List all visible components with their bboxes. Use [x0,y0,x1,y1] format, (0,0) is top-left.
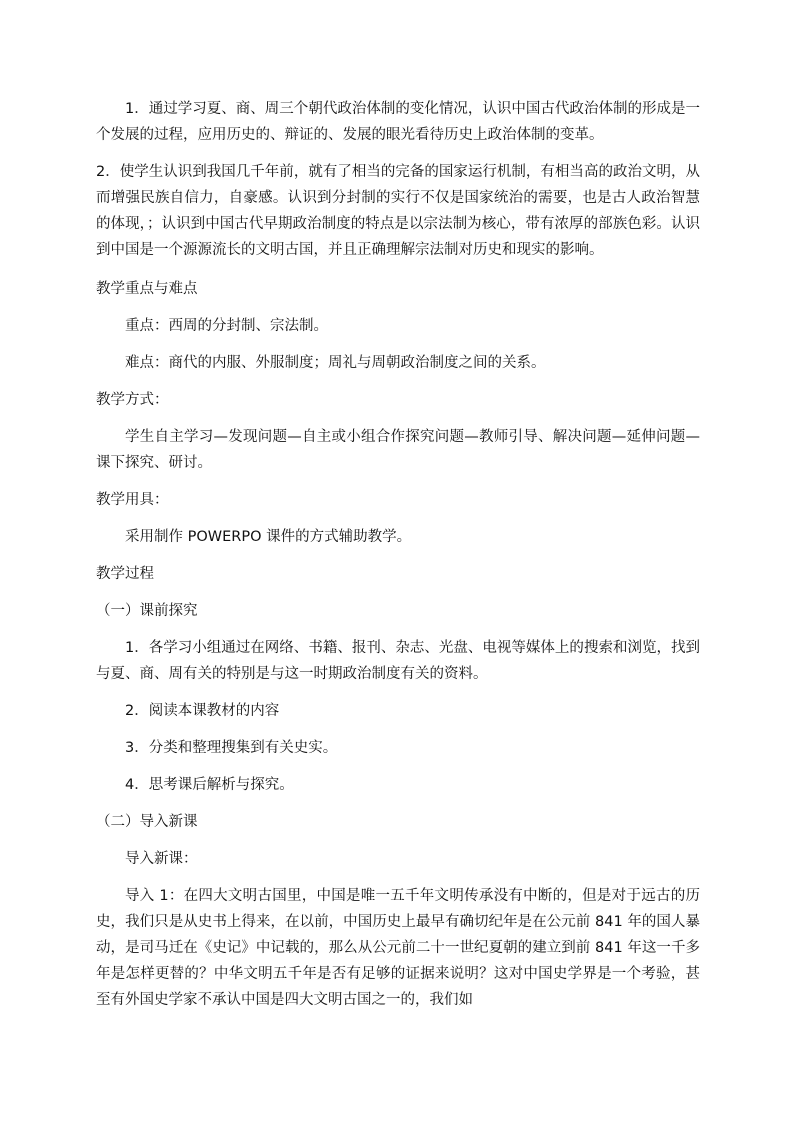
section-heading-teaching-method: 教学方式： [96,392,169,408]
pre-class-item-4: 4．思考课后解析与探究。 [125,777,294,793]
pre-class-item-3: 3．分类和整理搜集到有关史实。 [125,740,338,756]
objective-paragraph-1: 1．通过学习夏、商、周三个朝代政治体制的变化情况，认识中国古代政治体制的形成是一个发展的过程，应用历史的、辩证的、发展的眼光看待历史上政治体制的变革。 [96,101,700,143]
section-heading-teaching-process: 教学过程 [96,566,154,582]
difficult-point-text: 难点：商代的内服、外服制度；周礼与周朝政治制度之间的关系。 [125,355,546,371]
subsection-heading-pre-class: （一）课前探究 [96,603,198,619]
pre-class-item-2: 2．阅读本课教材的内容 [125,703,280,719]
section-heading-teaching-tools: 教学用具： [96,492,169,508]
teaching-tools-text: 采用制作 POWERPO 课件的方式辅助教学。 [125,529,412,545]
key-point-text: 重点：西周的分封制、宗法制。 [125,318,328,334]
introduction-paragraph-1: 导入 1：在四大文明古国里，中国是唯一五千年文明传承没有中断的，但是对于远古的历史，我们只是从史书上得来，在以前，中国历史上最早有确切纪年是在公元前 841 年的国人暴动，是司马迁在《史记》中记载的，那么从公元前二十一世纪夏朝的建立到前 841 年这一千多年是怎样更替的？中华文明五千年是否有足够的证据来说明？这对中国史学界是一个考验，甚至有外国史学家不承认中国是四大文明古国之一的，我们如 [96,888,700,1008]
teaching-method-text: 学生自主学习—发现问题—自主或小组合作探究问题—教师引导、解决问题—延伸问题—课下探究、研讨。 [96,429,700,471]
objective-paragraph-2: 2．使学生认识到我国几千年前，就有了相当的完备的国家运行机制，有相当高的政治文明，从而增强民族自信力，自豪感。认识到分封制的实行不仅是国家统治的需要，也是古人政治智慧的体现，；认识到中国古代早期政治制度的特点是以宗法制为核心，带有浓厚的部族色彩。认识到中国是一个源源流长的文明古国，并且正确理解宗法制对历史和现实的影响。 [96,164,700,258]
pre-class-item-1: 1．各学习小组通过在网络、书籍、报刊、杂志、光盘、电视等媒体上的搜索和浏览，找到与夏、商、周有关的特别是与这一时期政治制度有关的资料。 [96,640,700,682]
introduction-label: 导入新课： [125,851,198,867]
document-body [96,96,700,1013]
section-heading-key-points: 教学重点与难点 [96,281,198,297]
subsection-heading-introduction: （二）导入新课 [96,814,198,830]
